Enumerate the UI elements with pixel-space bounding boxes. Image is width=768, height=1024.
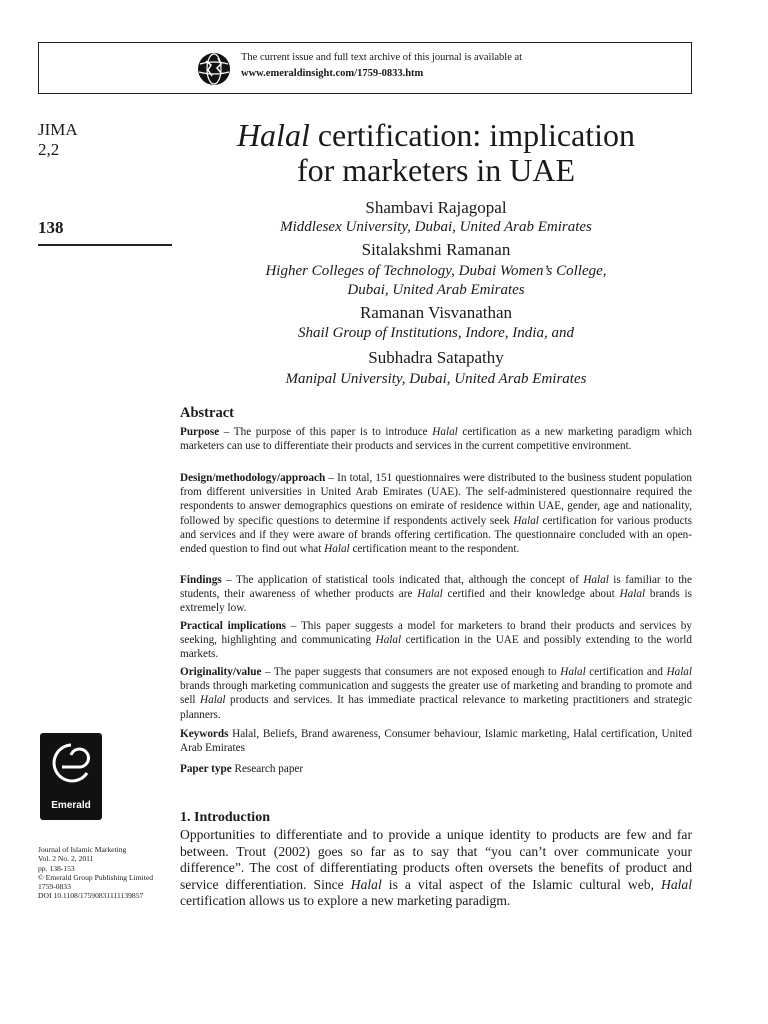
citation-doi: DOI 10.1108/17590831111139857 [38, 891, 144, 901]
abstract-originality: Originality/value – The paper suggests that consumers are not exposed enough to Halal certification and Halal brands through marketing communication and suggests the greater use of marketing and branding to promote and sell Halal products and services. It has immediate practical relevance to marketing practitioners and strategic planners. [180, 666, 692, 721]
author-name: Sitalakshmi Ramanan [361, 240, 511, 259]
section-label: Purpose [180, 426, 220, 438]
section-label: Paper type [180, 763, 232, 775]
abstract-heading: Abstract [180, 405, 234, 421]
emerald-logo-text: Emerald [51, 800, 91, 811]
title-italic: Halal [236, 117, 310, 153]
abstract-findings: Findings – The application of statistical tools indicated that, although the concept of Halal is familiar to the students, their awareness of whether products are Halal certified and their knowledge about Halal brands is extremely low. [180, 574, 692, 615]
intro-paragraph: Opportunities to differentiate and to provide a unique identity to products are few and far between. Trout (2002) goes so far as to say that “you can’t over communicate your difference”. The cost of differentiating products often oversets the benefits of product and service differentiation. Since Halal is a vital aspect of the Islamic cultural web, Halal certification allows us to explore a new marketing paradigm. [180, 827, 692, 908]
author-affiliation: Shail Group of Institutions, Indore, India, and [298, 325, 574, 341]
abstract-design: Design/methodology/approach – In total, 151 questionnaires were distributed to the business student population from different universities in United Arab Emirates (UAE). The self-administered questionnaire required the respondents to answer demographics questions on emirate of residence within UAE, gender, age and nationality, followed by specific questions to determine if respondents actively seek Halal certification for various products and services and if they were aware of brands offering certification. The questionnaire concluded with an open-ended question to find out what Halal certification meant to the respondent. [180, 472, 692, 556]
margin-rule [38, 244, 172, 246]
title-line1: certification: implication [309, 117, 636, 153]
journal-abbrev: JIMA [38, 120, 78, 139]
citation-pages: pp. 138-153 [38, 863, 75, 873]
author-affiliation: Dubai, United Arab Emirates [347, 282, 525, 298]
abstract-keywords: Keywords Halal, Beliefs, Brand awareness, Consumer behaviour, Islamic marketing, Halal certification, United Arab Emirates [180, 728, 692, 755]
citation-copyright: © Emerald Group Publishing Limited [38, 872, 154, 882]
banner-text: The current issue and full text archive of this journal is available at [241, 52, 523, 63]
section-label: Findings [180, 574, 222, 586]
journal-volume: 2,2 [38, 140, 60, 159]
emerald-e-icon [40, 733, 102, 799]
paper-title [180, 118, 692, 188]
section-heading: 1. Introduction [180, 810, 270, 825]
author-affiliation: Manipal University, Dubai, United Arab Emirates [285, 371, 587, 387]
journal-code [38, 120, 78, 160]
citation-journal: Journal of Islamic Marketing [38, 845, 127, 854]
author-name: Shambavi Rajagopal [365, 198, 507, 217]
section-label: Keywords [180, 728, 229, 740]
banner-url-link[interactable]: www.emeraldinsight.com/1759-0833.htm [241, 68, 424, 79]
title-line2: for marketers in UAE [296, 152, 576, 188]
citation-issn: 1759-0833 [38, 882, 71, 892]
author-affiliation: Middlesex University, Dubai, United Arab Emirates [280, 219, 592, 235]
abstract-paper-type: Paper type Research paper [180, 763, 304, 775]
abstract-purpose: Purpose – The purpose of this paper is to introduce Halal certification as a new marketing paradigm which marketers can use to differentiate their products and services in the current competitive environment. [180, 426, 692, 453]
author-name: Ramanan Visvanathan [359, 303, 513, 322]
citation-block [38, 845, 153, 901]
globe-icon [197, 52, 231, 86]
author-name: Subhadra Satapathy [368, 348, 504, 367]
section-label: Design/methodology/approach [180, 472, 326, 484]
page-number: 138 [38, 218, 64, 237]
author-affiliation: Higher Colleges of Technology, Dubai Women’s College, [265, 263, 607, 279]
section-label: Practical implications [180, 620, 287, 632]
citation-volume: Vol. 2 No. 2, 2011 [38, 854, 94, 864]
abstract-practical: Practical implications – This paper suggests a model for marketers to brand their products and services by seeking, highlighting and communicating Halal certification in the UAE and possibly extending to the world markets. [180, 620, 692, 661]
section-label: Originality/value [180, 666, 262, 678]
